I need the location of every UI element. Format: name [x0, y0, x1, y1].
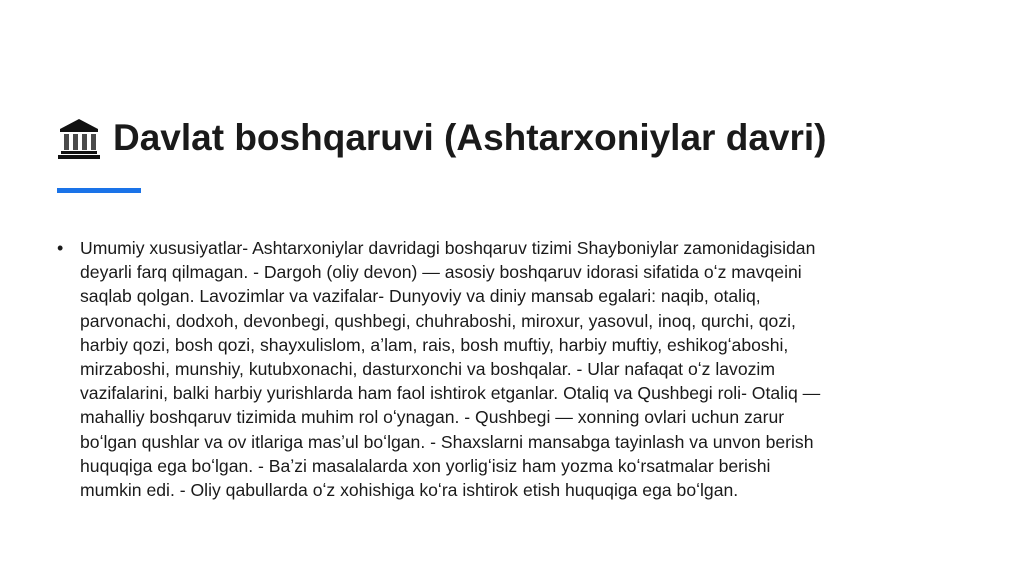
bullet-line: Umumiy xususiyatlar- Ashtarxoniylar davridagi boshqaruv tizimi Shayboniylar zamonidagisidan [80, 238, 816, 258]
slide-content [57, 236, 957, 502]
bullet-line: boʻlgan qushlar va ov itlariga masʼul boʻlgan. - Shaxslarni mansabga tayinlash va unvon berish [80, 431, 814, 452]
title-row [57, 110, 826, 166]
bullet-line: mirzaboshi, munshiy, kutubxonachi, dasturxonchi va boshqalar. - Ular nafaqat oʻz lavozim [80, 359, 775, 380]
bullet-item [57, 236, 957, 502]
bullet-line: saqlab qolgan. Lavozimlar va vazifalar- Dunyoviy va diniy mansab egalari: naqib, otaliq, [80, 286, 761, 307]
bullet-line: mahalliy boshqaruv tizimida muhim rol oʻynagan. - Qushbegi — xonning ovlari uchun zarur [80, 407, 785, 428]
bullet-line: parvonachi, dodxoh, devonbegi, qushbegi, chuhraboshi, miroxur, yasovul, inoq, qurchi, qozi, [80, 310, 796, 331]
bullet-line: deyarli farq qilmagan. - Dargoh (oliy devon) — asosiy boshqaruv idorasi sifatida oʻz mavqeini [80, 262, 802, 283]
title-accent-bar [57, 188, 141, 193]
bullet-dot: • [57, 238, 64, 258]
bullet-line: huquqiga ega boʻlgan. - Baʼzi masalalarda xon yorligʻisiz ham yozma koʻrsatmalar berishi [80, 455, 771, 476]
classical-building-icon [57, 116, 101, 160]
bullet-line: mumkin edi. - Oliy qabullarda oʻz xohishiga koʻra ishtirok etish huquqiga ega boʻlgan. [80, 480, 739, 501]
bullet-line: vazifalarini, balki harbiy yurishlarda ham faol ishtirok etganlar. Otaliq va Qushbegi roli- Otaliq — [80, 383, 821, 404]
bullet-text [80, 236, 955, 502]
slide-title: Davlat boshqaruvi (Ashtarxoniylar davri) [113, 117, 827, 158]
bullet-line: harbiy qozi, bosh qozi, shayxulislom, aʼlam, rais, bosh muftiy, harbiy muftiy, eshikogʻaboshi, [80, 334, 789, 355]
